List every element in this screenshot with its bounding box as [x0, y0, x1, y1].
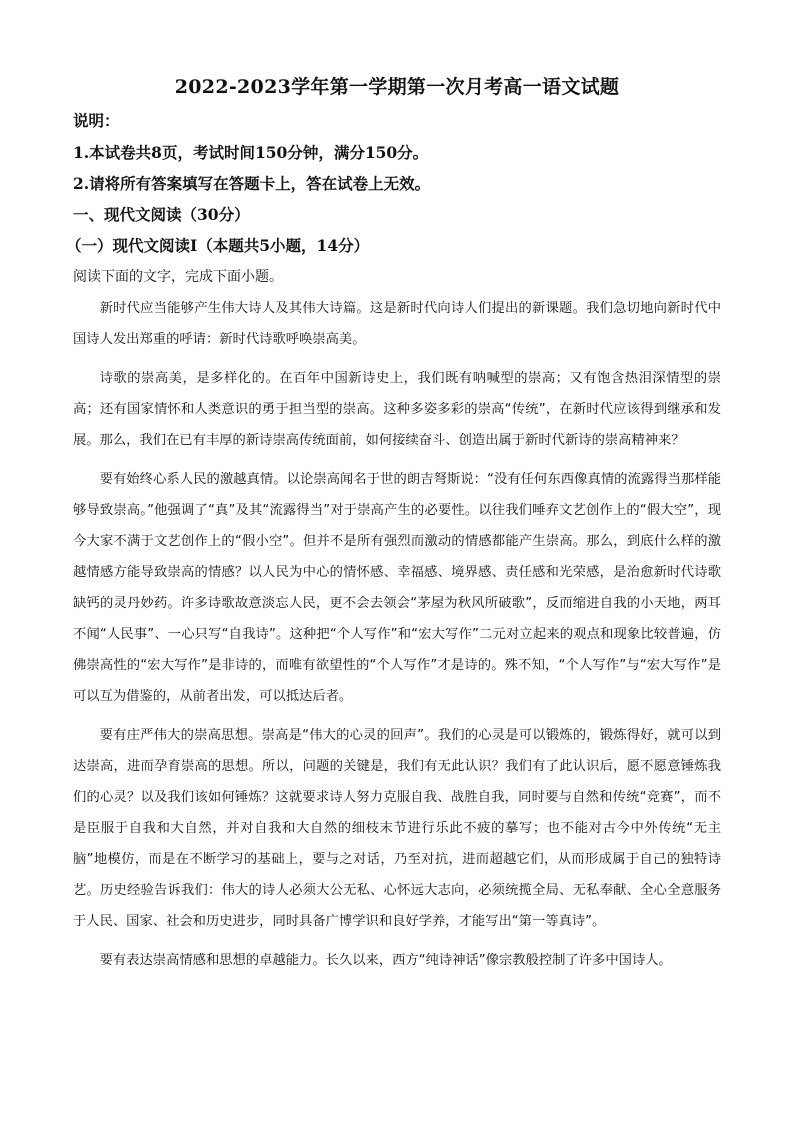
- passage-paragraph-5: 要有表达崇高情感和思想的卓越能力。长久以来，西方“纯诗神话”像宗教般控制了许多中国诗人。: [99, 953, 672, 968]
- passage-paragraph-1: 新时代应当能够产生伟大诗人及其伟大诗篇。这是新时代向诗人们提出的新课题。我们急切地向新时代中国诗人发出郑重的呼请：新时代诗歌呼唤崇高美。: [73, 301, 721, 347]
- instruction-item-1: 1.本试卷共8页，考试时间150分钟，满分150分。: [73, 143, 429, 162]
- passage: [73, 293, 721, 984]
- subsection-heading: （一）现代文阅读Ⅰ（本题共5小题，14分）: [66, 236, 370, 255]
- exam-title: 2022-2023学年第一学期第一次月考高一语文试题: [174, 76, 620, 98]
- instructions-heading: 说明：: [73, 111, 120, 130]
- section-heading: 一、现代文阅读（30分）: [73, 205, 250, 224]
- passage-paragraph-2: 诗歌的崇高美，是多样化的。在百年中国新诗史上，我们既有呐喊型的崇高；又有饱含热泪深情型的崇高；还有国家情怀和人类意识的勇于担当型的崇高。这种多姿多彩的崇高“传统”，在新时代应该得到继承和发展。那么，我们在已有丰厚的新诗崇高传统面前，如何接续奋斗、创造出属于新时代新诗的崇高精神来？: [73, 371, 721, 448]
- passage-paragraph-4: 要有庄严伟大的崇高思想。崇高是“伟大的心灵的回声”。我们的心灵是可以锻炼的，锻炼得好，就可以到达崇高，进而孕育崇高的思想。所以，问题的关键是，我们有无此认识？我们有了此认识后，愿不愿意锤炼我们的心灵？以及我们该如何锤炼？这就要求诗人努力克服自我、战胜自我，同时要与自然和传统“竞赛”，而不是臣服于自我和大自然，并对自我和大自然的细枝末节进行乐此不疲的摹写；也不能对古今中外传统“无主脑”地模仿，而是在不断学习的基础上，要与之对话，乃至对抗，进而超越它们，从而形成属于自己的独特诗艺。历史经验告诉我们：伟大的诗人必须大公无私、心怀远大志向，必须统揽全局、无私奉献、全心全意服务于人民、国家、社会和历史进步，同时具备广博学识和良好学养，才能写出“第一等真诗”。: [73, 728, 721, 929]
- passage-paragraph-3: 要有始终心系人民的激越真情。以论崇高闻名于世的朗吉弩斯说：“没有任何东西像真情的流露得当那样能够导致崇高。”他强调了“真”及其“流露得当”对于崇高产生的必要性。以往我们唾弃文艺创作上的“假大空”，现今大家不满于文艺创作上的“假小空”。但并不是所有强烈而激动的情感都能产生崇高。那么，到底什么样的激越情感方能导致崇高的情感？以人民为中心的情怀感、幸福感、境界感、责任感和光荣感，是治愈新时代诗歌缺钙的灵丹妙药。许多诗歌故意淡忘人民，更不会去领会“茅屋为秋风所破歌”，反而缩进自我的小天地，两耳不闻“人民事”、一心只写“自我诗”。这种把“个人写作”和“宏大写作”二元对立起来的观点和现象比较普遍，仿佛崇高性的“宏大写作”是非诗的，而唯有欲望性的“个人写作”才是诗的。殊不知，“个人写作”与“宏大写作”是可以互为借鉴的，从前者出发，可以抵达后者。: [73, 472, 721, 704]
- instruction-item-2: 2.请将所有答案填写在答题卡上，答在试卷上无效。: [73, 174, 431, 193]
- reading-prompt: 阅读下面的文字，完成下面小题。: [73, 269, 283, 285]
